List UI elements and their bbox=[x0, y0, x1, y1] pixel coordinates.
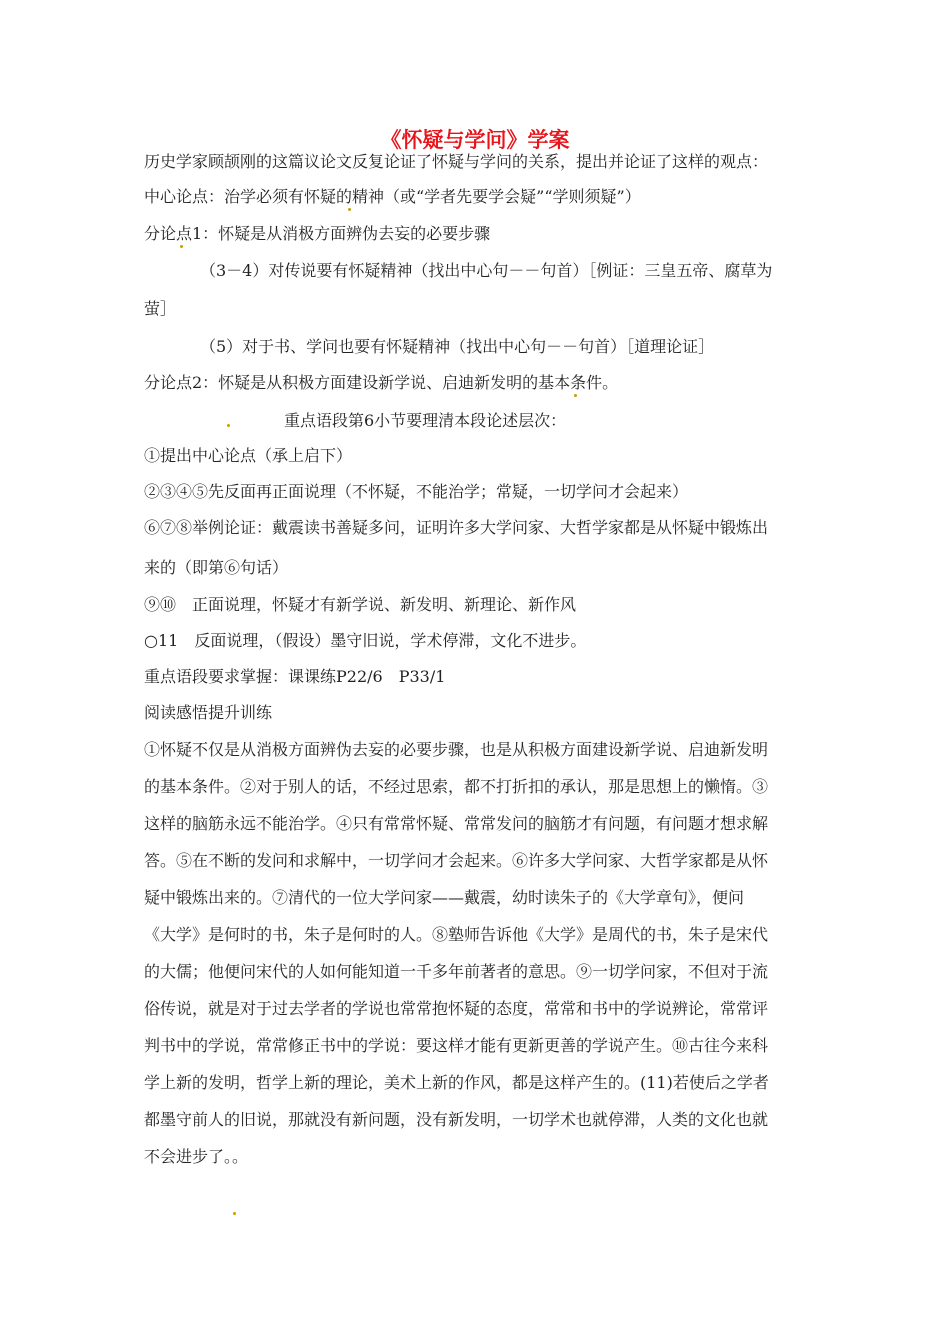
structure-item-4: ⑨⑩ 正面说理，怀疑才有新学说、新发明、新理论、新作风 bbox=[144, 595, 577, 614]
edit-mark bbox=[348, 208, 351, 211]
structure-item-5: ○11 反面说理，（假设）墨守旧说，学术停滞，文化不进步。 bbox=[144, 631, 587, 650]
reading-line: 学上新的发明，哲学上新的理论，美术上新的作风，都是这样产生的。(11)若使后之学者 bbox=[144, 1073, 769, 1092]
reading-section-heading: 阅读感悟提升训练 bbox=[144, 703, 273, 722]
outline-point-3-4: （3－4）对传说要有怀疑精神（找出中心句－－句首）［例证：三皇五帝、腐草为 bbox=[200, 261, 773, 280]
structure-item-3: ⑥⑦⑧举例论证：戴震读书善疑多问，证明许多大学问家、大哲学家都是从怀疑中锻炼出 bbox=[144, 518, 769, 537]
outline-point-5: （5）对于书、学问也要有怀疑精神（找出中心句－－句首）［道理论证］ bbox=[200, 337, 715, 356]
reading-line: 都墨守前人的旧说，那就没有新问题，没有新发明，一切学术也就停滞，人类的文化也就 bbox=[144, 1110, 769, 1129]
central-thesis: 中心论点：治学必须有怀疑的精神（或“学者先要学会疑”“学则须疑”） bbox=[144, 187, 641, 206]
edit-mark bbox=[233, 1212, 236, 1215]
reading-line: 《大学》是何时的书，朱子是何时的人。⑧塾师告诉他《大学》是周代的书，朱子是宋代 bbox=[144, 925, 769, 944]
structure-item-3-cont: 来的（即第⑥句话） bbox=[144, 558, 289, 577]
reading-line: 俗传说，就是对于过去学者的学说也常常抱怀疑的态度，常常和书中的学说辨论，常常评 bbox=[144, 999, 769, 1018]
key-paragraph-heading: 重点语段第6小节要理清本段论述层次： bbox=[284, 411, 567, 430]
structure-item-1: ①提出中心论点（承上启下） bbox=[144, 446, 353, 465]
intro-line: 历史学家顾颉刚的这篇议论文反复论证了怀疑与学问的关系，提出并论证了这样的观点： bbox=[144, 152, 769, 171]
outline-point-3-4-cont: 萤］ bbox=[144, 299, 177, 318]
sub-thesis-2: 分论点2：怀疑是从积极方面建设新学说、启迪新发明的基本条件。 bbox=[144, 373, 619, 392]
sub-thesis-1: 分论点1：怀疑是从消极方面辨伪去妄的必要步骤 bbox=[144, 224, 491, 243]
practice-reference: 重点语段要求掌握：课课练P22/6 P33/1 bbox=[144, 667, 446, 686]
edit-mark bbox=[574, 394, 577, 397]
reading-line: 的基本条件。②对于别人的话，不经过思索，都不打折扣的承认，那是思想上的懒惰。③ bbox=[144, 777, 769, 796]
reading-line: 的大儒；他便问宋代的人如何能知道一千多年前著者的意思。⑨一切学问家，不但对于流 bbox=[144, 962, 769, 981]
edit-mark bbox=[180, 245, 183, 248]
reading-line: 答。⑤在不断的发问和求解中，一切学问才会起来。⑥许多大学问家、大哲学家都是从怀 bbox=[144, 851, 769, 870]
reading-line: 判书中的学说，常常修正书中的学说：要这样才能有更新更善的学说产生。⑩古往今来科 bbox=[144, 1036, 769, 1055]
reading-line: 不会进步了。。 bbox=[144, 1147, 249, 1166]
reading-line: ①怀疑不仅是从消极方面辨伪去妄的必要步骤，也是从积极方面建设新学说、启迪新发明 bbox=[144, 740, 769, 759]
structure-item-2: ②③④⑤先反面再正面说理（不怀疑，不能治学；常疑，一切学问才会起来） bbox=[144, 482, 689, 501]
reading-line: 疑中锻炼出来的。⑦清代的一位大学问家——戴震，幼时读朱子的《大学章句》，便问 bbox=[144, 888, 745, 907]
document-title: 《怀疑与学问》学案 bbox=[380, 128, 570, 152]
edit-mark bbox=[227, 424, 230, 427]
reading-line: 这样的脑筋永远不能治学。④只有常常怀疑、常常发问的脑筋才有问题，有问题才想求解 bbox=[144, 814, 769, 833]
